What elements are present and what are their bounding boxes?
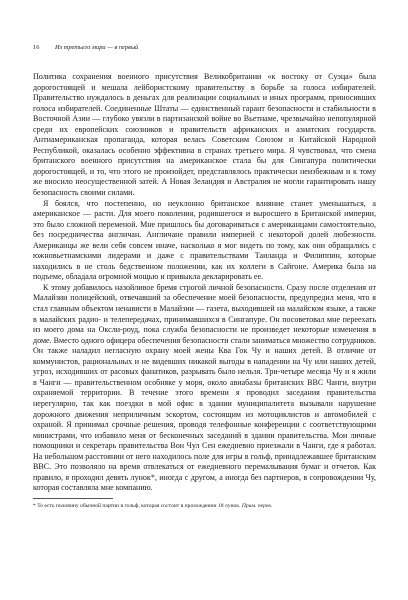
body-text <box>33 72 376 494</box>
running-title: Из третьего мира — в первый <box>55 44 139 51</box>
paragraph: Я боялся, что постепенно, но неуклонно британское влияние станет уменьшаться, а американское — расти. Для моего поколения, родившегося и выросшего в Британской империи, это было сложной переменой. Мне пришлось бы договариваться с американцами самостоятельно, без посредничества англичан. Англичане правили империей с некоторой долей любезности. Американцы же вели себя совсем иначе, насколько я мог видеть по тому, как они обращались с южновьетнамскими лидерами и даже с правительствами Таиланда и Филиппин, которые находились в не столь бедственном положении, как их коллеги в Сайгоне. Америка была на подъеме, обладала огромной мощью и привыкла декларировать ее. <box>33 198 376 282</box>
paragraph: Политика сохранения военного присутствия Великобритании «к востоку от Суэца» была дорогостоящей и мешала лейбористскому правительству в борьбе за голоса избирателей. Правительство нуждалось в деньгах для реализации социальных и иных программ, приносивших голоса избирателей. Соединенные Штаты — единственный гарант безопасности и стабильности в Восточной Азии — глубоко увязли в партизанской войне во Вьетнаме, чрезвычайно непопулярной среди их европейских союзников и правительств африканских и азиатских государств. Антиамериканская пропаганда, которая велась Советским Союзом и Китайской Народной Республикой, оказалась особенно эффективна в странах третьего мира. Я чувствовал, что смена британского военного присутствия на американское стала бы для Сингапура политически дорогостоящей, и то, что этого не произойдет, представлялось практически неизбежным и к тому же вносило неосущественной затей. А Новая Зеландия и Австралия не могли гарантировать нашу безопасность своими силами. <box>33 72 376 198</box>
running-head <box>33 44 376 56</box>
page-number: 16 <box>33 44 40 51</box>
footnote-marker: * <box>33 502 36 509</box>
paragraph: К этому добавилось назойливое бремя строгой личной безопасности. Сразу после отделения от Малайзии полицейский, отвечавший за обеспечение моей безопасности, предупредил меня, что я стал главным объектом ненависти в Малайзии — газета, выходившей на малайском языке, а также в малайских радио- и телепередачах, принимавшихся в Сингапуре. Он посоветовал мне переехать из моего дома на Оксли-роуд, пока служба безопасности не произведет некоторые изменения в доме. Вместо одного офицера обеспечения безопасности стали заниматься множество сотрудников. Он также наладил негласную охрану моей жены Ква Гок Чу и наших детей. В отличие от коммунистов, рациональных и не видевших никакой выгоды в нападении на Чу или наших детей, угроз, исходивших от расовых фанатиков, разрывать было нельзя. Три-четыре месяца Чу и я жили в Чанги — правительственном особняке у моря, около авиабазы британских ВВС Чанги, внутри охраняемой территории. В течение этого времени я проводил заседания правительства нерегулярно, так как поездки в мой офис в здании муниципалитета вызывали нарушение дорожного движения неприличным эскортом, состоящим из мотоциклистов и автомобилей с охраной. Я принимал срочные решения, проводя телефонные конференции с соответствующими министрами, что избавило меня от бесконечных заседаний в здании правительства. Мои личные помощники и секретарь правительства Вон Чул Сен ежедневно приезжали в Чанги, где я работал. На небольшом расстоянии от него находилось поле для игры в гольф, принадлежавшее британским ВВС. Это позволяло на время отвлекаться от ежедневного перемалывания бумаг и отчетов. Как правило, я проходил девять лунок*, иногда с другом, а иногда без партнеров, в сопровождении Чу, которая составляла мне компанию. <box>33 282 376 493</box>
footnote-note: Прим. перев. <box>241 502 273 509</box>
footnote-text: То есть половину обычной партии в гольф, которая состоит в прохождении 18 лунок. <box>37 502 241 509</box>
book-page <box>33 44 376 510</box>
footnote <box>33 503 376 510</box>
footnote-rule <box>33 498 113 499</box>
